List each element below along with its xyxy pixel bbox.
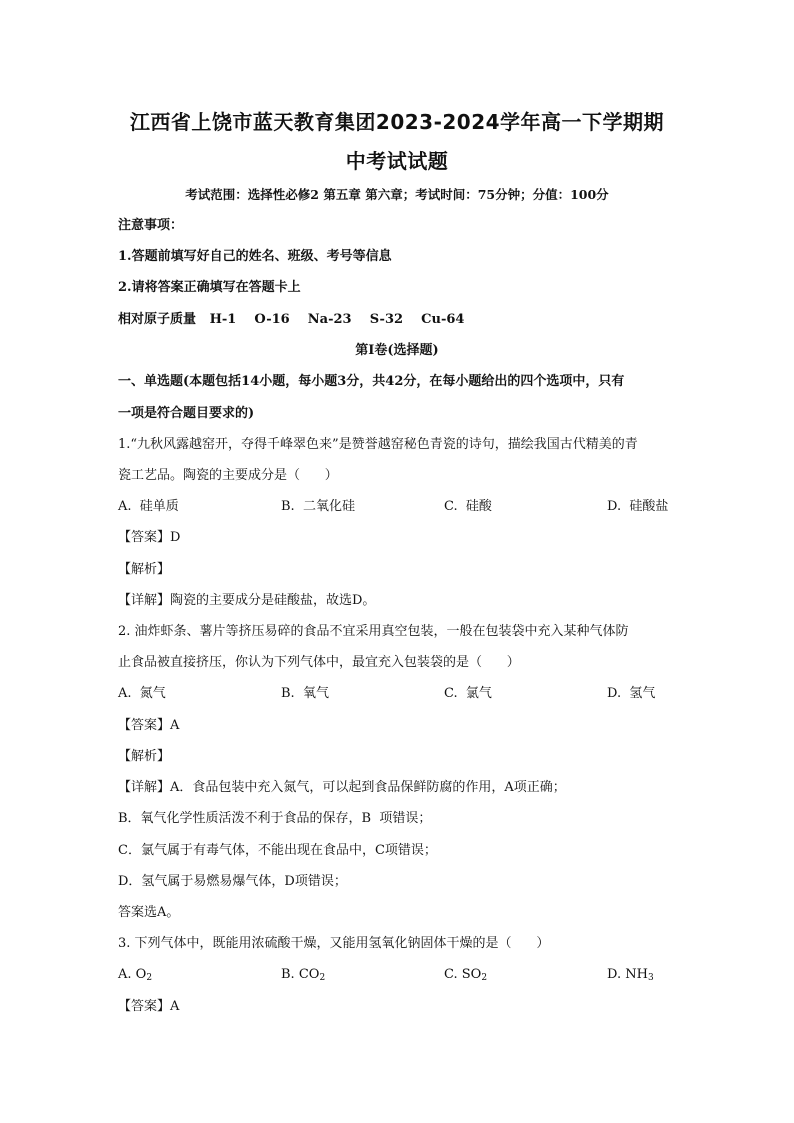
q2-analysis: 【解析】 bbox=[118, 749, 171, 764]
q3-stem: 3. 下列气体中，既能用浓硫酸干燥，又能用氢氧化钠固体干燥的是（ ） bbox=[118, 936, 550, 951]
q1-option-b: B. 二氧化硅 bbox=[281, 499, 355, 514]
q2-detail-2: B．氧气化学性质活泼不利于食品的保存，B 项错误； bbox=[118, 811, 432, 826]
section-instruction-line2: 一项是符合题目要求的) bbox=[118, 406, 255, 421]
q1-stem-line1: 1.“九秋风露越窑开，夺得千峰翠色来”是赞誉越窑秘色青瓷的诗句，描绘我国古代精美的青 bbox=[118, 437, 638, 452]
q1-detail: 【详解】陶瓷的主要成分是硅酸盐，故选D。 bbox=[118, 593, 376, 608]
q2-option-d: D. 氢气 bbox=[607, 686, 656, 701]
q2-option-a: A. 氮气 bbox=[118, 686, 166, 701]
q3-option-a bbox=[118, 967, 152, 983]
part1-heading: 第I卷(选择题) bbox=[355, 343, 439, 358]
exam-info: 考试范围：选择性必修2 第五章 第六章；考试时间：75分钟；分值：100分 bbox=[185, 187, 609, 202]
q3-option-d bbox=[607, 967, 654, 983]
q3-option-b-text: B. CO bbox=[281, 967, 320, 982]
q3-option-a-sub: 2 bbox=[146, 973, 153, 983]
q3-option-a-text: A. O bbox=[118, 967, 147, 982]
q3-option-c bbox=[444, 967, 487, 983]
notes-heading: 注意事项： bbox=[118, 218, 184, 233]
q2-conclusion: 答案选A。 bbox=[118, 905, 180, 920]
q3-option-c-sub: 2 bbox=[481, 973, 488, 983]
q3-option-d-text: D. NH bbox=[607, 967, 648, 982]
q1-option-a: A. 硅单质 bbox=[118, 499, 179, 514]
q1-option-c: C. 硅酸 bbox=[444, 499, 492, 514]
q3-answer: 【答案】A bbox=[118, 999, 180, 1014]
q2-stem-line1: 2. 油炸虾条、薯片等挤压易碎的食品不宜采用真空包装，一般在包装袋中充入某种气体防 bbox=[118, 624, 629, 639]
section-instruction-line1: 一、单选题(本题包括14小题，每小题3分，共42分，在每小题给出的四个选项中，只有 bbox=[118, 374, 625, 389]
q1-analysis: 【解析】 bbox=[118, 562, 171, 577]
q2-option-c: C. 氯气 bbox=[444, 686, 492, 701]
q2-option-b: B. 氧气 bbox=[281, 686, 329, 701]
q3-option-d-sub: 3 bbox=[647, 973, 654, 983]
q3-option-b-sub: 2 bbox=[319, 973, 326, 983]
document-title-line1: 江西省上饶市蓝天教育集团2023-2024学年高一下学期期 bbox=[129, 110, 665, 134]
q2-answer: 【答案】A bbox=[118, 718, 180, 733]
q2-detail-3: C．氯气属于有毒气体，不能出现在食品中，C项错误； bbox=[118, 843, 437, 858]
q3-option-b bbox=[281, 967, 325, 983]
q1-option-d: D. 硅酸盐 bbox=[607, 499, 669, 514]
q1-stem-line2: 瓷工艺品。陶瓷的主要成分是（ ） bbox=[118, 468, 338, 483]
q1-answer: 【答案】D bbox=[118, 530, 181, 545]
q3-option-c-text: C. SO bbox=[444, 967, 482, 982]
atomic-mass-line: 相对原子质量 H-1 O-16 Na-23 S-32 Cu-64 bbox=[118, 312, 465, 327]
q2-detail-4: D．氢气属于易燃易爆气体，D项错误； bbox=[118, 874, 347, 889]
q2-stem-line2: 止食品被直接挤压，你认为下列气体中，最宜充入包装袋的是（ ） bbox=[118, 655, 520, 670]
q2-detail-1: 【详解】A．食品包装中充入氮气，可以起到食品保鲜防腐的作用，A项正确； bbox=[118, 780, 566, 795]
document-title-line2: 中考试试题 bbox=[345, 149, 449, 173]
note-item-2: 2.请将答案正确填写在答题卡上 bbox=[118, 280, 301, 295]
note-item-1: 1.答题前填写好自己的姓名、班级、考号等信息 bbox=[118, 249, 392, 264]
